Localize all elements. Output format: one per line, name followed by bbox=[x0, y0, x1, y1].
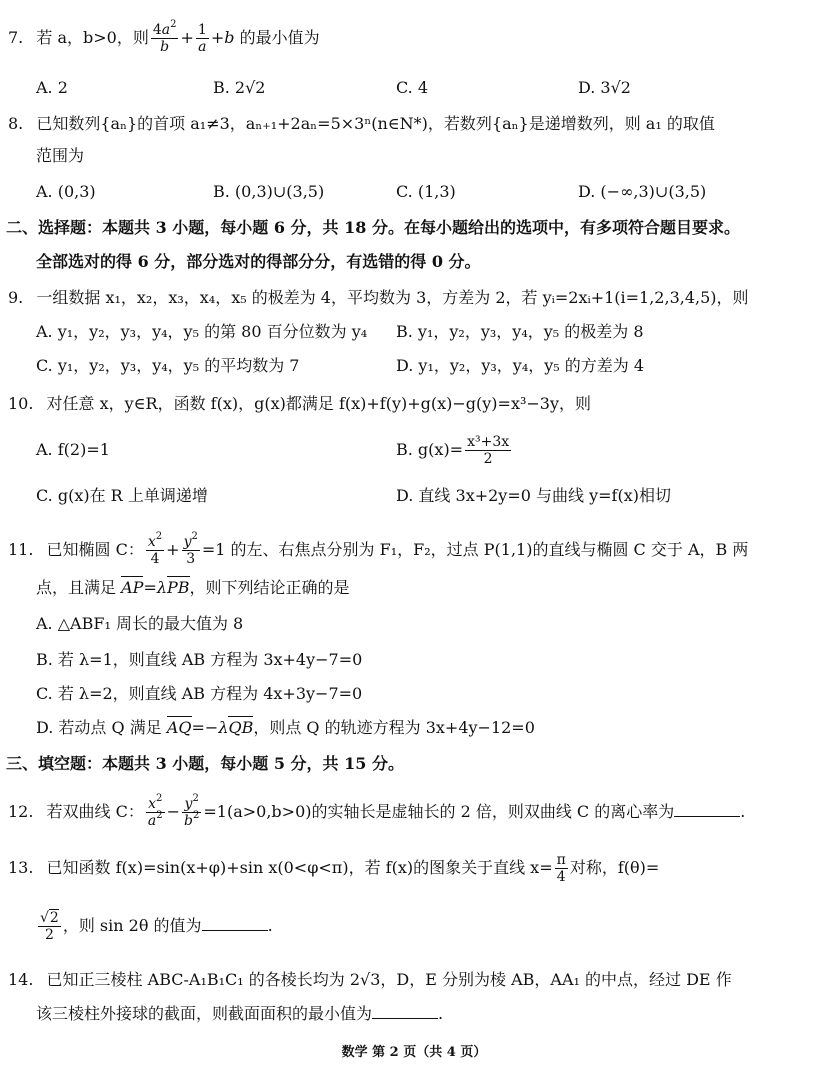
question-7-stem: 7. 若 a，b>0，则 $\frac{4a^2}{b}$ + $\frac{1}{a}$ +b 的最小值为 bbox=[8, 19, 320, 55]
fraction-sqrt2-over-2: $\frac{√2}{2}$ bbox=[40, 910, 59, 943]
option-b: B. (0,3)∪(3,5) bbox=[213, 182, 325, 201]
answer-blank bbox=[202, 916, 268, 931]
answer-blank bbox=[372, 1004, 438, 1019]
question-text: 的最小值为 bbox=[239, 28, 320, 47]
question-text: 已知函数 f(x)=sin(x+φ)+sin x(0<φ<π)，若 f(x)的图象关于直线 x= bbox=[46, 858, 553, 877]
question-number: 11. bbox=[8, 540, 34, 559]
question-text: =1 的左、右焦点分别为 F₁，F₂，过点 P(1,1)的直线与椭圆 C 交于 A，B 两 bbox=[201, 540, 749, 559]
question-text: 一组数据 x₁，x₂，x₃，x₄，x₅ 的极差为 4，平均数为 3，方差为 2，若 yᵢ=2xᵢ+1(i=1,2,3,4,5)，则 bbox=[36, 288, 749, 307]
answer-blank bbox=[674, 802, 740, 817]
fraction-y2-over-3: $\frac{y^2}{3}$ bbox=[183, 531, 198, 567]
vector-equation: AP=λPB bbox=[121, 578, 190, 597]
page-footer: 数学 第 2 页（共 4 页） bbox=[341, 1045, 487, 1060]
option-a: A. △ABF₁ 周长的最大值为 8 bbox=[36, 614, 244, 633]
option-b: B. g(x)= $\frac{\text{x³+3x}}{2}$ bbox=[396, 434, 510, 467]
option-b: B. y₁，y₂，y₃，y₄，y₅ 的极差为 8 bbox=[396, 322, 644, 341]
option-d: D. 3√2 bbox=[578, 78, 631, 97]
section-2-instructions: 全部选对的得 6 分，部分选对的得部分分，有选错的得 0 分。 bbox=[36, 252, 481, 271]
option-a: A. 2 bbox=[36, 78, 68, 97]
question-text: 已知椭圆 C： bbox=[46, 540, 144, 559]
fraction-x2-over-4: $\frac{x^2}{4}$ bbox=[147, 531, 163, 567]
option-b: B. 2√2 bbox=[213, 78, 266, 97]
question-14-stem bbox=[8, 970, 732, 990]
question-8-stem bbox=[8, 114, 715, 134]
fraction-pi-over-4: $\frac{\pi}{4}$ bbox=[556, 852, 566, 885]
question-11-stem: 11. 已知椭圆 C： $\frac{x^2}{4}$ + $\frac{y^2}{3}$ =1 的左、右焦点分别为 F₁，F₂，过点 P(1,1)的直线与椭圆 C 交于 A，B 两 bbox=[8, 531, 749, 567]
option-d: D. y₁，y₂，y₃，y₄，y₅ 的方差为 4 bbox=[396, 356, 645, 375]
question-text: 若 a，b>0，则 bbox=[36, 28, 149, 47]
fraction-1-over-a: $\frac{1}{a}$ bbox=[197, 22, 207, 55]
question-number: 12. bbox=[8, 802, 34, 821]
question-10-stem bbox=[8, 394, 591, 414]
vector-equation: AQ=−λQB bbox=[166, 718, 254, 737]
question-number: 8. bbox=[8, 114, 24, 133]
section-3-heading: 三、填空题：本题共 3 小题，每小题 5 分，共 15 分。 bbox=[6, 754, 404, 773]
question-13-stem bbox=[8, 852, 659, 885]
question-number: 13. bbox=[8, 858, 34, 877]
question-text: 对任意 x，y∈R，函数 f(x)，g(x)都满足 f(x)+f(y)+g(x)−g(y)=x³−3y，则 bbox=[46, 394, 592, 413]
fraction-option-b: $\frac{\text{x³+3x}}{2}$ bbox=[467, 434, 510, 467]
option-c: C. g(x)在 R 上单调递增 bbox=[36, 486, 208, 505]
question-14-line2: 该三棱柱外接球的截面，则截面面积的最小值为 . bbox=[36, 1004, 444, 1023]
option-b: B. 若 λ=1，则直线 AB 方程为 3x+4y−7=0 bbox=[36, 650, 363, 669]
question-12-stem: 12. 若双曲线 C： $\frac{x^2}{a^2}$ − $\frac{y^2}{b^2}$ =1(a>0,b>0)的实轴长是虚轴长的 2 倍，则双曲线 C 的离心率为 . bbox=[8, 793, 746, 829]
option-a: A. y₁，y₂，y₃，y₄，y₅ 的第 80 百分位数为 y₄ bbox=[36, 322, 368, 341]
question-text: =1(a>0,b>0)的实轴长是虚轴长的 2 倍，则双曲线 C 的离心率为 bbox=[203, 802, 675, 821]
question-13-line2: $\frac{√2}{2}$ ，则 sin 2θ 的值为 . bbox=[40, 910, 273, 943]
option-c: C. 若 λ=2，则直线 AB 方程为 4x+3y−7=0 bbox=[36, 684, 363, 703]
fraction-y2-over-b2: $\frac{y^2}{b^2}$ bbox=[184, 793, 200, 829]
question-11-line2: 点，且满足 AP=λPB，则下列结论正确的是 bbox=[36, 578, 350, 597]
fraction-4a2-over-b: $\frac{4a^2}{b}$ bbox=[152, 19, 177, 55]
option-a: A. f(2)=1 bbox=[36, 440, 110, 459]
option-d: D. 直线 3x+2y=0 与曲线 y=f(x)相切 bbox=[396, 486, 671, 505]
question-number: 10. bbox=[8, 394, 34, 413]
question-text: 对称，f(θ)= bbox=[569, 858, 660, 877]
fraction-x2-over-a2: $\frac{x^2}{a^2}$ bbox=[147, 793, 163, 829]
question-text: 已知正三棱柱 ABC-A₁B₁C₁ 的各棱长均为 2√3，D，E 分别为棱 AB，AA₁ 的中点，经过 DE 作 bbox=[46, 970, 732, 989]
option-d: D. (−∞,3)∪(3,5) bbox=[578, 182, 707, 201]
option-c: C. (1,3) bbox=[396, 182, 456, 201]
option-d: D. 若动点 Q 满足 AQ=−λQB，则点 Q 的轨迹方程为 3x+4y−12=0 bbox=[36, 718, 535, 737]
option-c: C. 4 bbox=[396, 78, 429, 97]
section-2-heading: 二、选择题：本题共 3 小题，每小题 6 分，共 18 分。在每小题给出的选项中，有多项符合题目要求。 bbox=[6, 218, 740, 237]
question-number: 14. bbox=[8, 970, 34, 989]
question-text: 若双曲线 C： bbox=[46, 802, 144, 821]
question-number: 9. bbox=[8, 288, 24, 307]
question-9-stem bbox=[8, 288, 749, 308]
option-c: C. y₁，y₂，y₃，y₄，y₅ 的平均数为 7 bbox=[36, 356, 300, 375]
option-a: A. (0,3) bbox=[36, 182, 96, 201]
question-text: 已知数列{aₙ}的首项 a₁≠3，aₙ₊₁+2aₙ=5×3ⁿ(n∈N*)，若数列{aₙ}是递增数列，则 a₁ 的取值 bbox=[36, 114, 715, 133]
question-number: 7. bbox=[8, 28, 24, 47]
question-8-line2: 范围为 bbox=[36, 146, 85, 165]
